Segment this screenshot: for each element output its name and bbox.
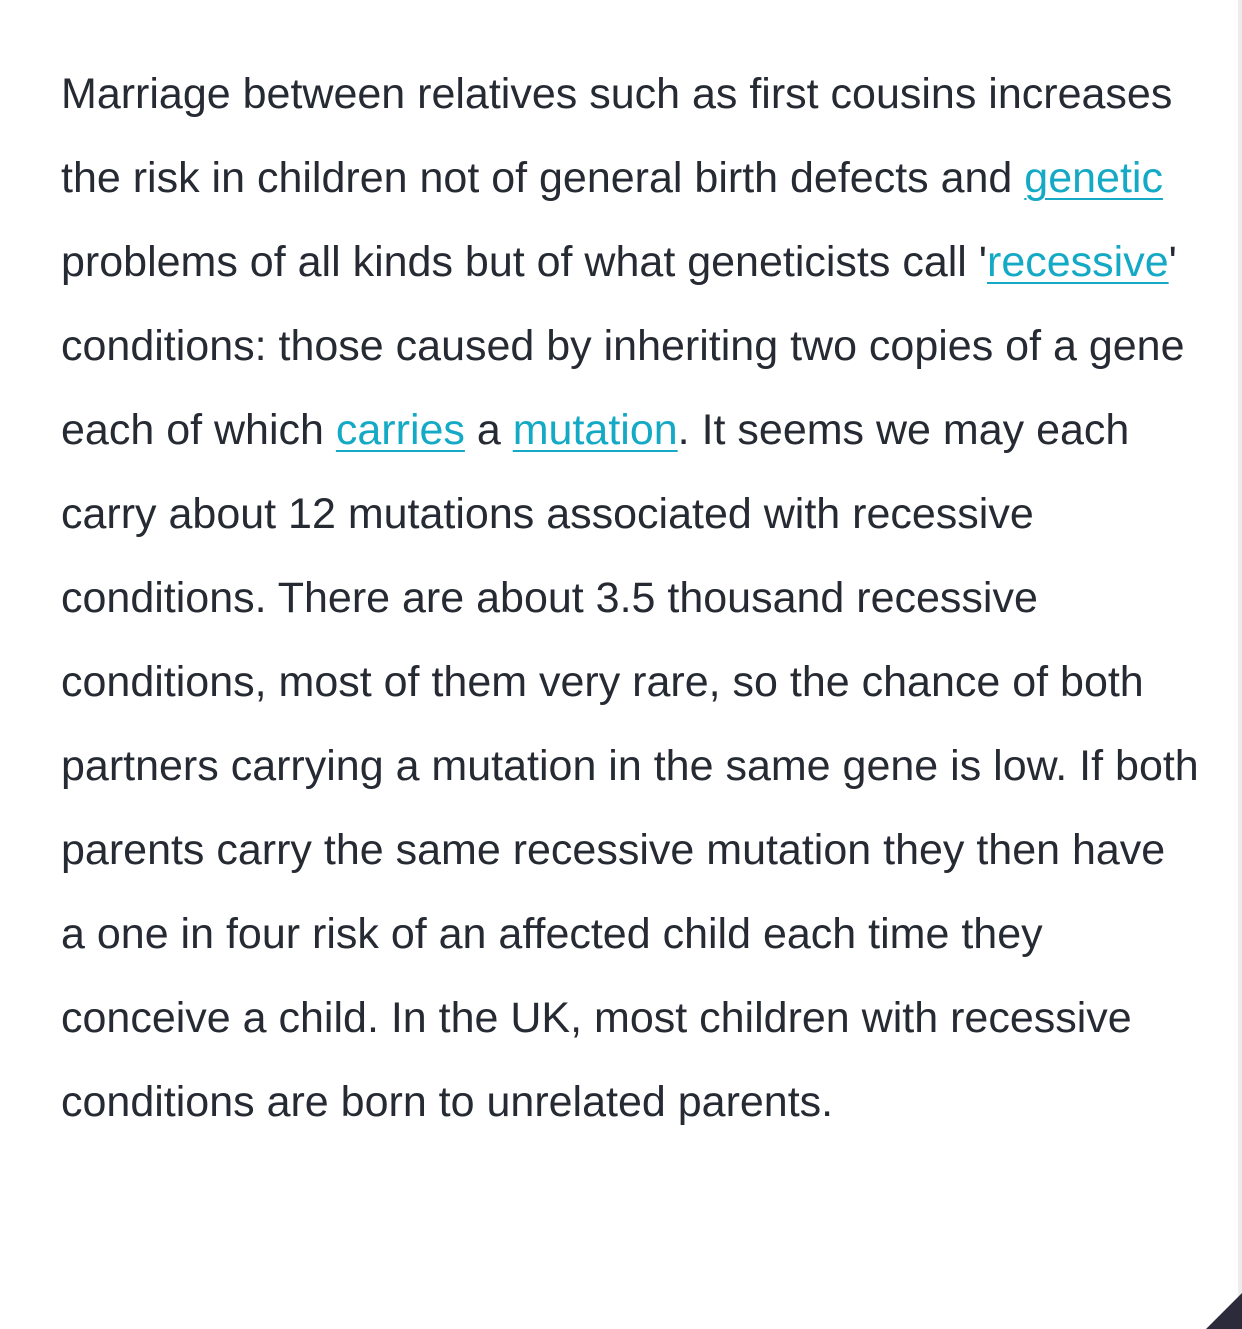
text-segment: ' conditions: those caused by inheriting two copies of a gene each of which [61,238,1185,454]
text-segment: . It seems we may each carry about 12 mutations associated with recessive conditions. There are about 3.5 thousand recessive conditions, most of them very rare, so the chance of both partners carrying a mutation in the same gene is low. If both parents carry the same recessive mutation they then have a one in four risk of an affected child each time they conceive a child. In the UK, most children with recessive conditions are born to unrelated parents. [61,406,1199,1126]
paragraph [61,52,1201,1144]
link-mutation[interactable]: mutation [512,406,678,454]
corner-fold-icon [1206,1293,1242,1329]
text-segment: Marriage between relatives such as first cousins increases the risk in children not of general birth defects and [61,70,1173,202]
text-segment: problems of all kinds but of what geneticists call ' [61,238,987,286]
page-right-edge [1238,0,1242,1329]
link-carries[interactable]: carries [335,406,465,454]
link-genetic[interactable]: genetic [1024,154,1163,202]
link-recessive[interactable]: recessive [987,238,1169,286]
text-segment: a [464,406,513,454]
article-body [61,52,1201,1144]
